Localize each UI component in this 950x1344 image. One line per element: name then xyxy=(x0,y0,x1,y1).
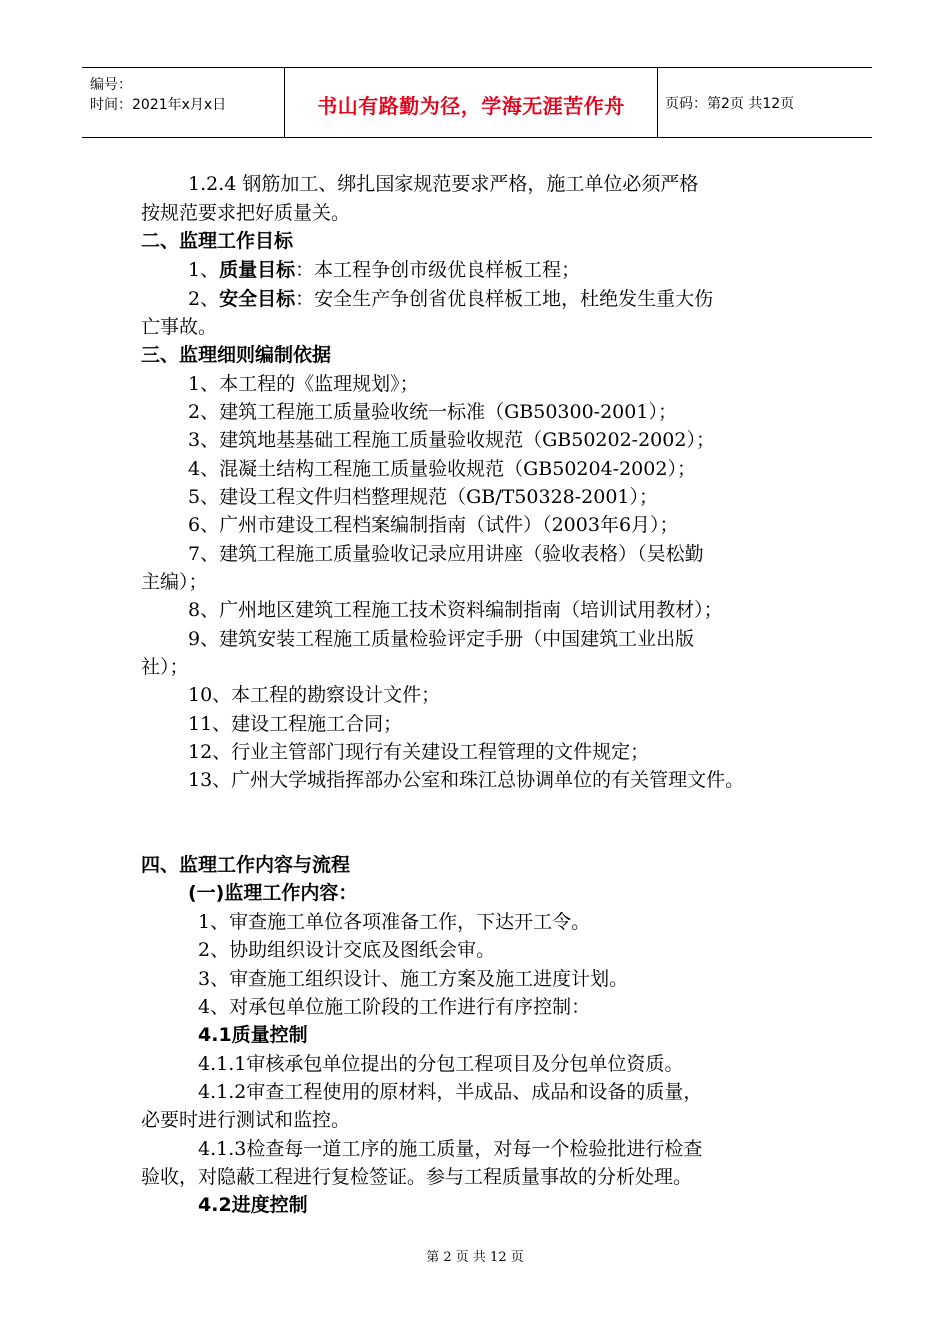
goal-quality xyxy=(188,258,580,282)
para-4-1-2-line1: 4.1.2审查工程使用的原材料，半成品、成品和设备的质量， xyxy=(198,1081,703,1103)
basis-item: 11、建设工程施工合同； xyxy=(188,713,403,735)
header-page-cell xyxy=(657,68,872,137)
basis-item: 10、本工程的勘察设计文件； xyxy=(188,684,441,706)
subsection-4-2-title: 4.2进度控制 xyxy=(198,1194,308,1216)
basis-item: 8、广州地区建筑工程施工技术资料编制指南（培训试用教材）； xyxy=(188,599,723,621)
content-item: 3、审查施工组织设计、施工方案及施工进度计划。 xyxy=(198,968,629,990)
basis-item: 4、混凝土结构工程施工质量验收规范（GB50204-2002）； xyxy=(188,458,696,480)
goal-quality-label: 质量目标 xyxy=(219,259,296,281)
basis-item: 3、建筑地基基础工程施工质量验收规范（GB50202-2002）； xyxy=(188,429,715,451)
goal-quality-text: ：本工程争创市级优良样板工程； xyxy=(295,259,581,281)
header-motto-cell xyxy=(284,68,658,137)
basis-item: 5、建设工程文件归档整理规范（GB/T50328-2001）； xyxy=(188,486,659,508)
basis-item: 2、建筑工程施工质量验收统一标准（GB50300-2001）； xyxy=(188,401,677,423)
goal-safety-cont: 亡事故。 xyxy=(141,316,218,338)
basis-item: 13、广州大学城指挥部办公室和珠江总协调单位的有关管理文件。 xyxy=(188,769,745,791)
basis-item: 1、本工程的《监理规划》； xyxy=(188,373,419,395)
basis-item: 6、广州市建设工程档案编制指南（试件）（2003年6月）； xyxy=(188,514,679,536)
content-item: 2、协助组织设计交底及图纸会审。 xyxy=(198,939,496,961)
subsection-1-title: (一)监理工作内容： xyxy=(188,882,358,904)
para-1-2-4-line1: 1.2.4 钢筋加工、绑扎国家规范要求严格，施工单位必须严格 xyxy=(188,173,699,195)
doc-number-label: 编号： xyxy=(90,77,132,93)
para-4-1-3-line1: 4.1.3检查每一道工序的施工质量，对每一个检验批进行检查 xyxy=(198,1138,703,1160)
section-3-title: 三、监理细则编制依据 xyxy=(141,344,332,366)
basis-item-cont: 主编）； xyxy=(141,571,208,593)
page-header xyxy=(82,67,872,138)
motto-text: 书山有路勤为径，学海无涯苦作舟 xyxy=(317,94,625,118)
content-item: 4、对承包单位施工阶段的工作进行有序控制： xyxy=(198,996,591,1018)
goal-safety-text: ：安全生产争创省优良样板工地，杜绝发生重大伤 xyxy=(295,288,714,310)
doc-time-label: 时间：2021年x月x日 xyxy=(90,97,227,113)
para-1-2-4-line2: 按规范要求把好质量关。 xyxy=(141,202,351,224)
goal-quality-prefix: 1、 xyxy=(188,259,220,281)
para-4-1-2-line2: 必要时进行测试和监控。 xyxy=(141,1109,351,1131)
para-4-1-3-line2: 验收，对隐蔽工程进行复检签证。参与工程质量事故的分析处理。 xyxy=(141,1166,693,1188)
goal-safety-label: 安全目标 xyxy=(219,288,296,310)
goal-safety xyxy=(188,287,713,311)
page-footer: 第 2 页 共 12 页 xyxy=(426,1250,524,1265)
basis-item-cont: 社）； xyxy=(141,656,189,678)
goal-safety-prefix: 2、 xyxy=(188,288,220,310)
header-page-info: 页码：第2页 共12页 xyxy=(665,96,795,112)
subsection-4-1-title: 4.1质量控制 xyxy=(198,1024,308,1046)
basis-item: 12、行业主管部门现行有关建设工程管理的文件规定； xyxy=(188,741,650,763)
para-4-1-1: 4.1.1审核承包单位提出的分包工程项目及分包单位资质。 xyxy=(198,1053,684,1075)
header-meta-cell xyxy=(82,68,284,137)
section-4-title: 四、监理工作内容与流程 xyxy=(141,854,351,876)
basis-item: 7、建筑工程施工质量验收记录应用讲座（验收表格）（吴松勤 xyxy=(188,543,704,565)
content-item: 1、审查施工单位各项准备工作，下达开工令。 xyxy=(198,911,591,933)
basis-item: 9、建筑安装工程施工质量检验评定手册（中国建筑工业出版 xyxy=(188,628,695,650)
section-2-title: 二、监理工作目标 xyxy=(141,230,294,252)
